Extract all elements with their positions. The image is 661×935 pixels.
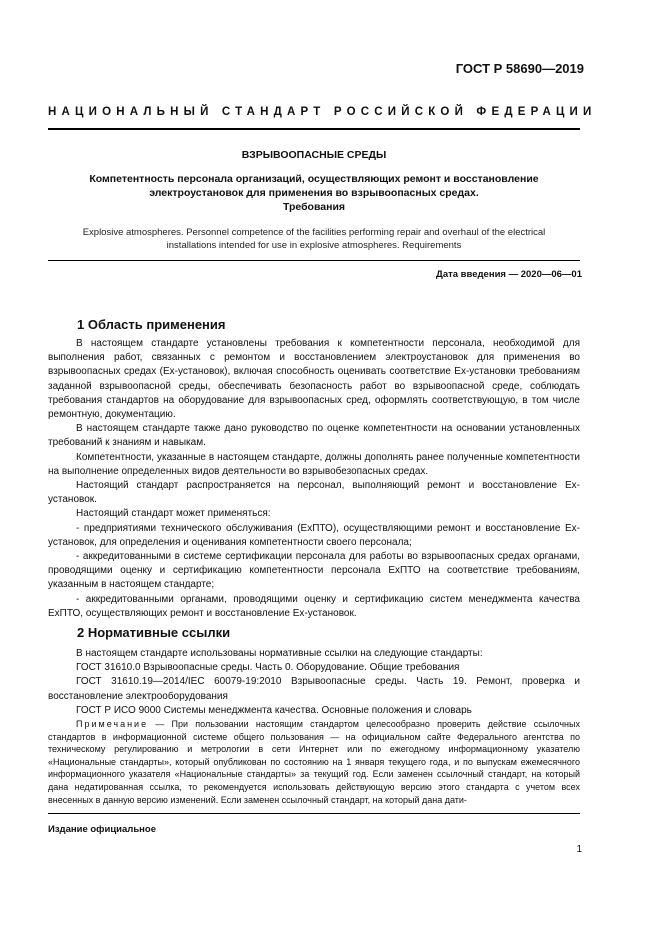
english-title-line: installations intended for use in explosive atmospheres. Requirements [166,240,462,251]
paragraph: Настоящий стандарт может применяться: [76,508,271,520]
section-2-body [48,647,580,718]
reference-item: ГОСТ 31610.0 Взрывоопасные среды. Часть 0. Оборудование. Общие требования [76,662,460,674]
paragraph: В настоящем стандарте также дано руководство по оценке компетентности на основании установленных требований к знаниям и навыкам. [48,423,580,449]
note-label: Примечание [76,719,149,729]
national-standard-banner: НАЦИОНАЛЬНЫЙ СТАНДАРТ РОССИЙСКОЙ ФЕДЕРАЦИИ [48,106,597,118]
section-1-heading: 1 Область применения [77,317,226,332]
note [48,718,580,806]
footer-rule [48,813,580,814]
intro-date: Дата введения — 2020—06—01 [436,269,582,280]
subtitle-line: Требования [282,201,346,213]
note-text: — При пользовании настоящим стандартом целесообразно проверить действие ссылочных стандартов в информационной системе общего пользования — на официальном сайте Федерального агентства по техническому регулированию и метрологии в сети Интернет или по ежегодному информационному указателю «Национальные стандарты», который опубликован по состоянию на 1 января текущего года, и по выпускам ежемесячного информационного указателя «Национальные стандарты» за текущий год. Если заменен ссылочный стандарт, на который дана недатированная ссылка, то рекомендуется использовать действующую версию этого стандарта с учетом всех внесенных в данную версию изменений. Если заменен ссылочный стандарт, на который дана дати- [48,719,580,805]
paragraph: В настоящем стандарте установлены требования к компетентности персонала, необходимой для выполнения работ, связанных с ремонтом и восстановлением электроустановок для применения во взрывоопасных средах (Ex-установок), включая способность оценивать соответствие Ex-установки требованиям заданной взрывоопасной среды, обеспечивать безопасность работ во взрывоопасной среде, соблюдать требования стандартов на оборудование для взрывоопасных сред, оформлять соответствующую, в том числе ремонтную, документацию. [48,338,580,421]
reference-item: ГОСТ 31610.19—2014/IEC 60079-19:2010 Взрывоопасные среды. Часть 19. Ремонт, проверка и восстановление электрооборудования [48,676,580,702]
edition-label: Издание официальное [48,824,156,835]
list-item: - предприятиями технического обслуживания (ExПТО), осуществляющими ремонт и восстановление Ex-установок, для определения и оценивания компетентности своего персонала; [48,522,580,548]
list-item: - аккредитованными органами, проводящими оценку и сертификацию систем менеджмента качества ExПТО, осуществляющих ремонт и восстановление Ex-установок. [48,593,580,619]
paragraph: В настоящем стандарте использованы нормативные ссылки на следующие стандарты: [76,648,483,659]
english-title [48,226,580,252]
subtitle-line: электроустановок для применения во взрывоопасных средах. [149,187,479,199]
list-item: - аккредитованными в системе сертификации персонала для работы во взрывоопасных средах органами, проводящими оценку и сертификацию компетентности персонала ExПТО на соответствие требованиям, указанным в настоящем стандарте; [48,551,580,591]
section-1-body [48,337,580,621]
gost-number: ГОСТ Р 58690—2019 [455,61,584,76]
section-2-heading: 2 Нормативные ссылки [77,625,231,640]
title-rule [48,260,580,261]
reference-item: ГОСТ Р ИСО 9000 Системы менеджмента качества. Основные положения и словарь [76,704,472,716]
paragraph: Настоящий стандарт распространяется на персонал, выполняющий ремонт и восстановление Ex-установок. [48,480,580,506]
paragraph: Компетентности, указанные в настоящем стандарте, должны дополнять ранее полученные компетентности на выполнение определенных видов деятельности во взрывобезопасных средах. [48,451,580,477]
document-title: ВЗРЫВООПАСНЫЕ СРЕДЫ [241,149,387,161]
header-rule [48,128,580,130]
document-subtitle [48,172,580,214]
subtitle-line: Компетентность персонала организаций, осуществляющих ремонт и восстановление [89,173,539,185]
page-number: 1 [576,844,582,855]
english-title-line: Explosive atmospheres. Personnel competence of the facilities performing repair and overhaul of the electrical [82,227,546,238]
